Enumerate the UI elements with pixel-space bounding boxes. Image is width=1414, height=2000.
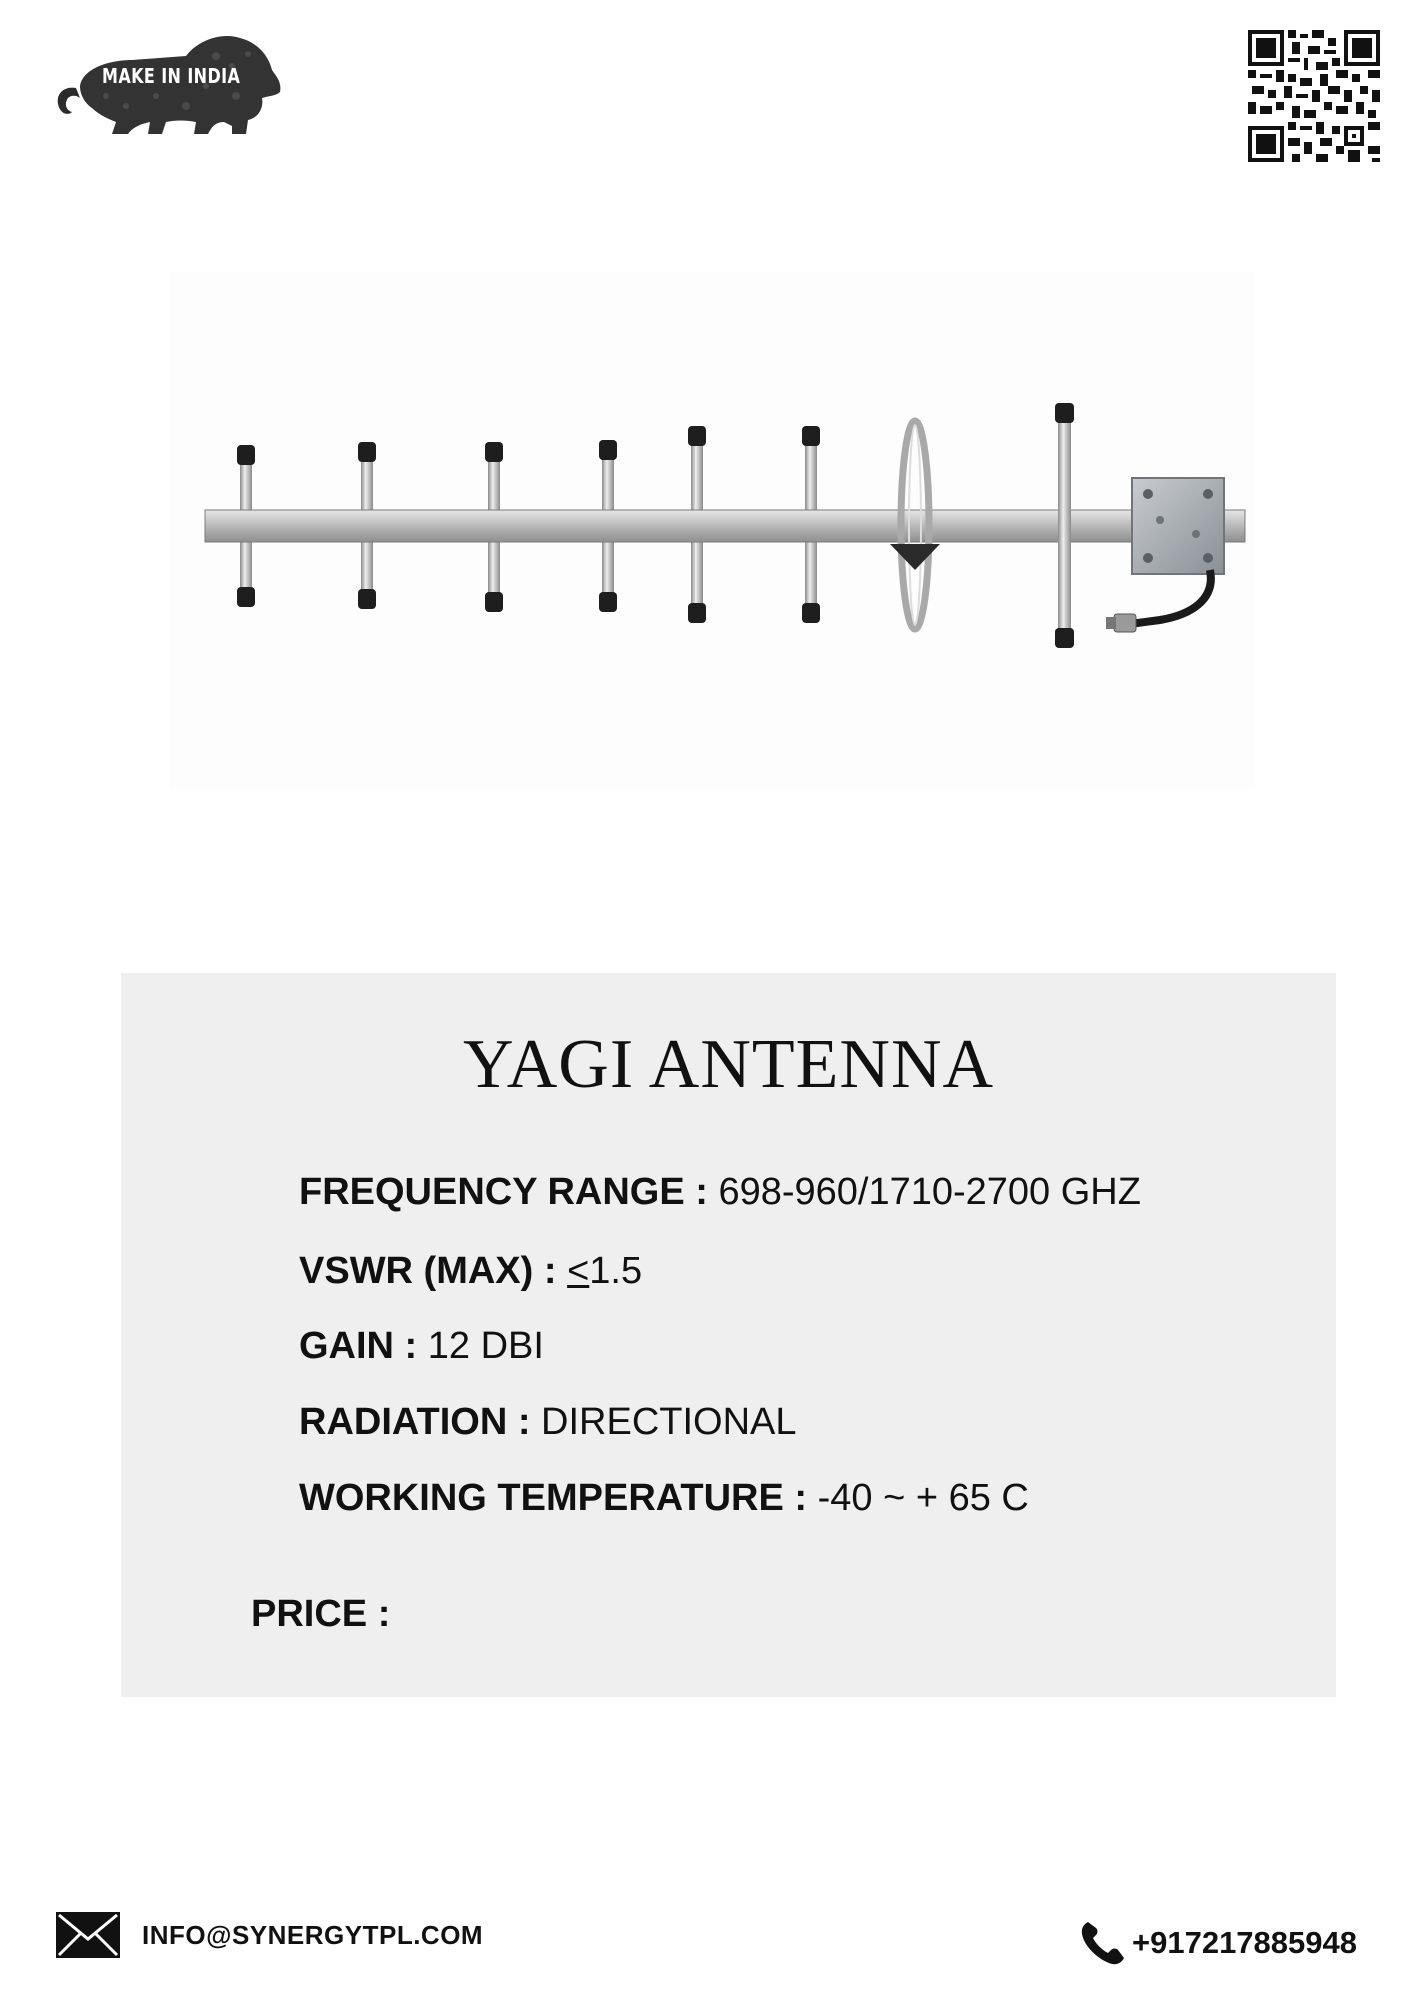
spec-gain: [299, 1323, 544, 1368]
phone-number[interactable]: +917217885948: [1132, 1925, 1357, 1960]
qr-code-icon: [1248, 30, 1380, 162]
spec-key: WORKING TEMPERATURE :: [299, 1477, 808, 1519]
spec-value: -40 ~ + 65 C: [807, 1477, 1029, 1519]
product-title: YAGI ANTENNA: [462, 1026, 995, 1103]
spec-value-prefix: [557, 1250, 568, 1292]
spec-frequency-range: [299, 1169, 1141, 1214]
spec-working-temperature: [299, 1475, 1029, 1520]
spec-key: GAIN :: [299, 1325, 418, 1367]
spec-value: 12 DBI: [417, 1325, 544, 1367]
mail-icon: [56, 1912, 120, 1958]
logo-text: MAKE IN INDIA: [102, 64, 241, 88]
spec-value: DIRECTIONAL: [530, 1401, 797, 1443]
yagi-antenna-image: [170, 270, 1255, 790]
make-in-india-logo: [36, 26, 286, 146]
spec-value: 698-960/1710-2700 GHZ: [707, 1171, 1141, 1213]
spec-value: 1.5: [589, 1250, 643, 1292]
price-label: PRICE :: [251, 1593, 391, 1635]
mounting-plate: [1132, 478, 1224, 574]
spec-key: FREQUENCY RANGE :: [299, 1171, 708, 1213]
spec-key: VSWR (MAX) :: [299, 1250, 557, 1292]
phone-icon: [1078, 1918, 1128, 1968]
cable-connector: [1106, 570, 1211, 632]
qr-code: [1248, 30, 1380, 162]
footer-email[interactable]: [56, 1912, 483, 1958]
spec-vswr: [299, 1248, 642, 1293]
spec-panel: [121, 973, 1336, 1697]
spec-value-underlined: <: [567, 1250, 590, 1292]
price-row: [251, 1593, 390, 1636]
footer-phone[interactable]: [1078, 1918, 1357, 1968]
spec-key: RADIATION :: [299, 1401, 531, 1443]
email-link[interactable]: INFO@SYNERGYTPL.COM: [142, 1919, 484, 1950]
antenna-boom: [205, 510, 1245, 542]
spec-radiation: [299, 1399, 797, 1444]
product-image: [170, 270, 1255, 790]
